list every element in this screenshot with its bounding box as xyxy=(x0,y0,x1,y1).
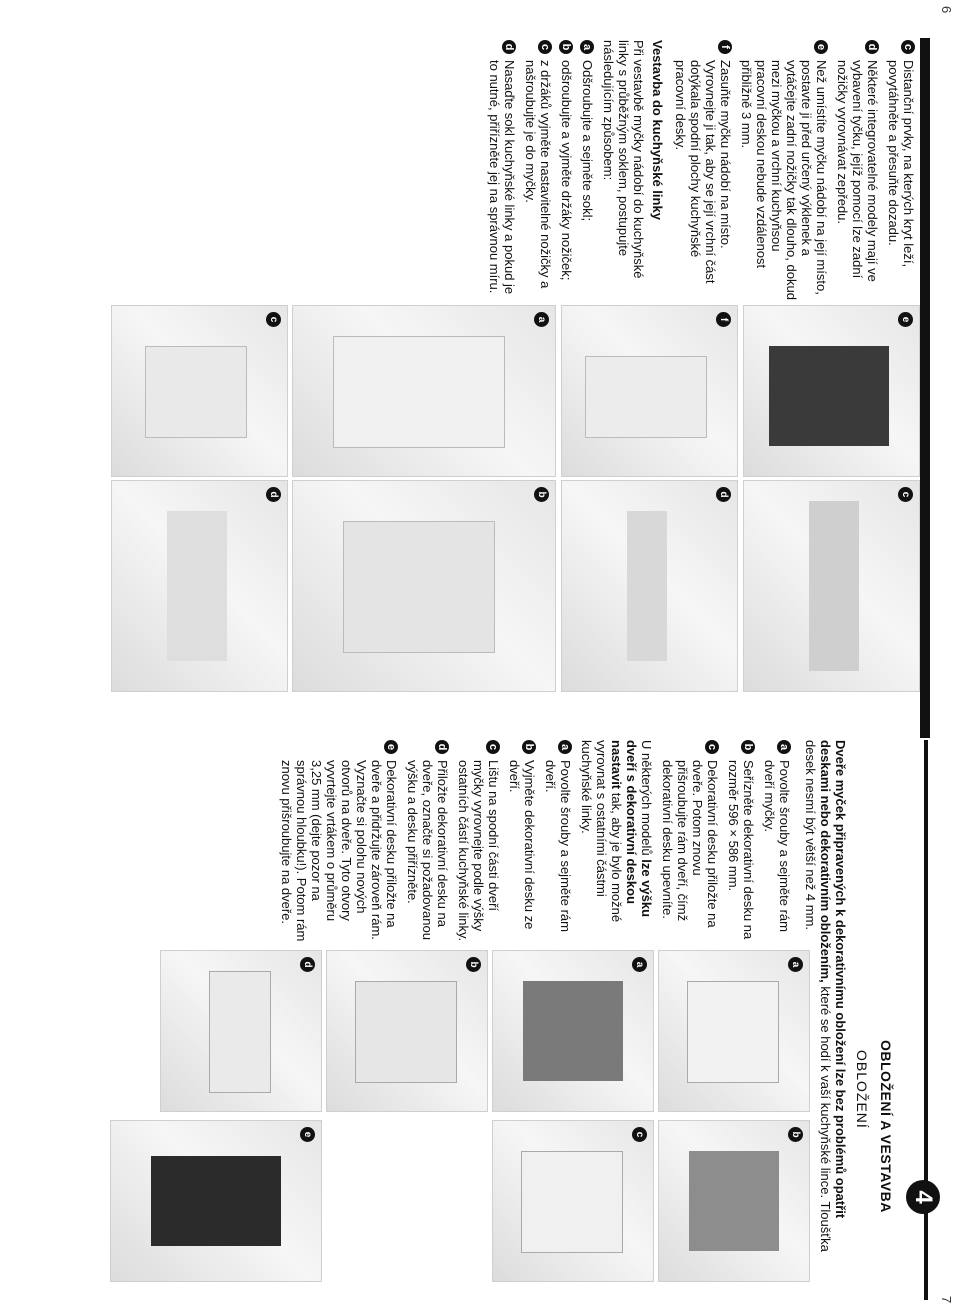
photo-c xyxy=(743,480,920,692)
photo-label: a xyxy=(788,957,803,972)
photo-label: b xyxy=(534,487,549,502)
photo-label: d xyxy=(266,487,281,502)
step-text: Povolte šrouby a sejměte rám dveří myčky. xyxy=(762,760,792,932)
step-f xyxy=(673,40,733,302)
step-d xyxy=(835,40,880,302)
photo-c-2 xyxy=(111,305,288,477)
drill-image xyxy=(151,1156,281,1246)
section-step-a xyxy=(580,40,595,302)
photo-e-right xyxy=(110,1120,322,1282)
right-page-rule xyxy=(924,740,928,1300)
door-step-a xyxy=(762,740,792,945)
models-text-2: tak, aby je bylo možné vyrovnat s ostatními částmi kuchyňské linky. xyxy=(579,740,624,923)
photo-a-right xyxy=(658,950,810,1112)
step-text: z držáků vyjměte nastavitelné nožičky a našroubujte je do myčky. xyxy=(523,60,553,289)
intro-rest: které se hodí k vaší kuchyňské lince. Tloušťka desek nesmí být větší než 4 mm. xyxy=(803,740,833,1252)
step-e xyxy=(739,40,829,302)
leg-image xyxy=(145,346,247,438)
photo-d-2 xyxy=(111,480,288,692)
photo-b xyxy=(292,480,556,692)
height-step-b xyxy=(507,740,537,945)
section-step-d xyxy=(487,40,517,302)
right-text-column xyxy=(273,740,792,945)
leg-holder-image xyxy=(343,521,495,653)
height-step-e xyxy=(279,740,399,945)
step-letter: b xyxy=(522,740,536,754)
step-letter: c xyxy=(705,740,719,754)
left-page-number: 6 xyxy=(939,6,954,14)
right-page-number: 7 xyxy=(939,1296,954,1304)
photo-label: c xyxy=(898,487,913,502)
height-step-d xyxy=(405,740,450,945)
step-letter: c xyxy=(901,40,915,54)
step-letter: d xyxy=(435,740,449,754)
step-letter: b xyxy=(741,740,755,754)
models-paragraph xyxy=(579,740,654,945)
section-step-b xyxy=(559,40,574,302)
section-number-badge: 4 xyxy=(906,1180,940,1214)
door-frame-image xyxy=(687,981,779,1083)
step-letter: d xyxy=(865,40,879,54)
step-letter: f xyxy=(718,40,732,54)
step-letter: a xyxy=(558,740,572,754)
step-letter: e xyxy=(384,740,398,754)
photo-label: c xyxy=(266,312,281,327)
step-text: Vyjměte dekorativní desku ze dveří. xyxy=(507,760,537,930)
dishwasher-image xyxy=(585,356,707,438)
step-letter: c xyxy=(486,740,500,754)
step-c xyxy=(886,40,916,302)
section-intro: Při vestavbě myčky nádobí do kuchyňské linky s průběžným soklem, postupujte následujícím způsobem: xyxy=(601,40,646,279)
photo-b-right-2 xyxy=(326,950,488,1112)
step-letter: a xyxy=(777,740,791,754)
cabinet-image xyxy=(809,501,859,671)
photo-label: b xyxy=(788,1127,803,1142)
photo-label: f xyxy=(716,312,731,327)
left-page-rule xyxy=(920,38,930,738)
step-letter: b xyxy=(559,40,573,54)
photo-label: a xyxy=(534,312,549,327)
photo-d xyxy=(561,480,738,692)
step-text: Odšroubujte a sejměte sokl; xyxy=(580,60,595,222)
step-letter: d xyxy=(502,40,516,54)
photo-label: d xyxy=(300,957,315,972)
photo-label: e xyxy=(300,1127,315,1142)
decor-panel-image xyxy=(689,1151,779,1251)
step-text: Povolte šrouby a sejměte rám dveří. xyxy=(543,760,573,932)
models-text-bold: lze výšku dveří s dekorativní deskou nastavit xyxy=(609,740,654,918)
panel-screw-image xyxy=(523,981,623,1081)
step-text: Dekorativní desku přiložte na dveře. Potom znovu přišroubujte rám dveří, čímž dekorativní desku upevníte. xyxy=(660,760,720,928)
step-text: Nasaďte sokl kuchyňské linky a pokud je to nutné, přiřízněte jej na správnou míru. xyxy=(487,60,517,295)
height-step-c xyxy=(456,740,501,945)
section-step-c xyxy=(523,40,553,302)
step-text: Některé integrovatelné modely mají ve vybavení tyčku, jejíž pomocí lze zadní nožičky vyrovnávat zepředu. xyxy=(835,60,880,282)
plinth-image xyxy=(333,336,505,448)
remove-panel-image xyxy=(355,981,457,1083)
photo-c-right xyxy=(492,1120,654,1282)
left-text-column xyxy=(481,40,916,302)
step-text: Přiložte dekorativní desku na dveře, označte si požadovanou výšku a desku přiřízněte. xyxy=(405,760,450,940)
section-title: OBLOŽENÍ A VESTAVBA xyxy=(878,1040,894,1213)
intro-bold: Dveře myček připravených k dekorativnímu obložení lze bez problémů opatřit deskami nebo dekorativním obložením, xyxy=(818,740,848,1219)
photo-f xyxy=(561,305,738,477)
photo-label: e xyxy=(898,312,913,327)
photo-label: a xyxy=(632,957,647,972)
step-text: Distanční prvky, na kterých kryt leží, povytáhněte a přesuňte dozadu. xyxy=(886,60,916,268)
door-mount-image xyxy=(521,1151,623,1253)
plinth-fit-image xyxy=(167,511,227,661)
photo-b-right xyxy=(658,1120,810,1282)
photo-e xyxy=(743,305,920,477)
photo-d-right xyxy=(160,950,322,1112)
models-text-1: U některých modelů xyxy=(639,740,654,856)
photo-a-right-2 xyxy=(492,950,654,1112)
step-text: Zasuňte myčku nádobí na místo. Vyrovnejte ji tak, aby se její vrchní část dotýkala spodní plochy kuchyňské pracovní desky. xyxy=(673,60,733,284)
photo-label: d xyxy=(716,487,731,502)
step-letter: e xyxy=(814,40,828,54)
section-heading: Vestavba do kuchyňské linky xyxy=(650,40,665,220)
door-step-b xyxy=(726,740,756,945)
mark-height-image xyxy=(209,971,271,1093)
step-letter: c xyxy=(538,40,552,54)
step-text: Než umístíte myčku nádobí na její místo, postavte ji před určený výklenek a vytáčejte zadní nožičky tak dlouho, dokud mezi myčkou a vrchní kuchyňsou pracovní deskou nebude vzdálenost přibližně 3 mm. xyxy=(739,60,829,300)
photo-label: b xyxy=(466,957,481,972)
step-text: Dekorativní desku přiložte na dveře a přidržujte zároveň rám. Vyznačte si polohu nových otvorů na dveře. Tyto otvory vyvrtejte vrtákem o průměru 3,25 mm (dejte pozor na správnou hloubku!). Potom rám znovu přišroubujte na dveře. xyxy=(279,760,399,942)
base-image xyxy=(627,511,667,661)
step-text: odšroubujte a vyjměte držáky nožiček; xyxy=(559,60,574,281)
photo-label: c xyxy=(632,1127,647,1142)
height-step-a xyxy=(543,740,573,945)
dishwasher-panel-image xyxy=(769,346,889,446)
step-text: Seřízněte dekorativní desku na rozměr 596 × 586 mm. xyxy=(726,760,756,940)
step-letter: a xyxy=(580,40,594,54)
step-text: Lištu na spodní části dveří myčky vyrovnejte podle výšky ostatních částí kuchyňské linky. xyxy=(456,760,501,942)
door-step-c xyxy=(660,740,720,945)
photo-a xyxy=(292,305,556,477)
section-subtitle: OBLOŽENÍ xyxy=(854,1050,870,1129)
